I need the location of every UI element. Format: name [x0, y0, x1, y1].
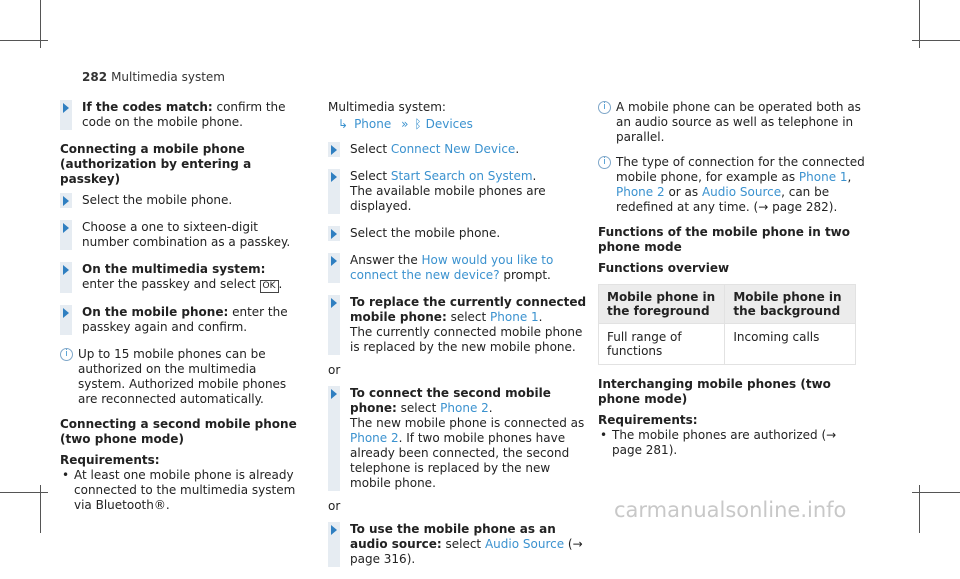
step-arrow-icon [328, 295, 340, 355]
requirements-label: Requirements: [598, 413, 698, 427]
step-arrow-icon [60, 305, 72, 335]
table-cell: Full range of functions [599, 324, 725, 365]
step-arrow-icon [60, 262, 72, 293]
info-note [60, 347, 300, 407]
info-note [598, 100, 868, 145]
info-text: Up to 15 mobile phones can be authorized on the multimedia system. Authorized mobile phones are reconnected automatically. [78, 347, 287, 406]
step-label: If the codes match: [82, 100, 213, 114]
step-arrow-icon [328, 386, 340, 491]
step-label: To replace the currently connected mobile phone: [350, 295, 587, 324]
step-text: Answer the [350, 253, 422, 267]
step-arrow-icon [328, 253, 340, 283]
step [328, 522, 590, 567]
functions-table [598, 284, 856, 365]
step-arrow-icon [328, 169, 340, 214]
column-1 [60, 100, 300, 513]
page-header [82, 70, 225, 84]
step-label: To connect the second mobile phone: [350, 386, 551, 415]
overview-label: Functions overview [598, 261, 730, 275]
page-title: Multimedia system [111, 70, 225, 84]
info-icon: i [598, 156, 611, 169]
crop-mark [912, 40, 960, 41]
step [328, 226, 590, 241]
table-cell: Incoming calls [725, 324, 856, 365]
table-row [599, 324, 856, 365]
requirements-label: Requirements: [60, 453, 160, 467]
path-item: Phone [354, 117, 392, 131]
step [60, 305, 300, 335]
step-text: Select [350, 142, 391, 156]
step-label: On the multimedia system: [82, 262, 266, 276]
info-text: , [847, 170, 852, 184]
menu-link: How would you like to connect the new device? [350, 253, 554, 282]
ok-key-icon: OK [260, 280, 279, 293]
step-text: prompt. [499, 268, 551, 282]
info-note [598, 155, 868, 215]
menu-link: Phone 1 [490, 310, 539, 324]
step-text: The currently connected mobile phone is replaced by the new mobile phone. [350, 325, 583, 354]
step [328, 253, 590, 283]
step-label: To use the mobile phone as an audio source: [350, 522, 556, 551]
step-text: Select [350, 169, 391, 183]
step-arrow-icon [328, 226, 340, 241]
path-arrow-icon: ↳ [338, 117, 349, 131]
step-label: On the mobile phone: [82, 305, 229, 319]
page-number: 282 [82, 70, 108, 84]
step-arrow-icon [60, 193, 72, 208]
bluetooth-icon: ᛒ [414, 117, 422, 131]
crop-mark [912, 492, 960, 493]
menu-link: Phone 2 [616, 185, 665, 199]
menu-link: Phone 1 [798, 170, 848, 184]
or-text: or [328, 363, 341, 377]
requirement-item: • At least one mobile phone is already connected to the multimedia system via Bluetooth®. [60, 468, 300, 513]
menu-link: Phone 2 [440, 401, 489, 415]
info-text: A mobile phone can be operated both as an audio source as well as telephone in parallel. [616, 100, 861, 144]
double-chevron-icon: » [401, 117, 409, 131]
step: On the multimedia system: enter the passkey and select OK . [60, 262, 300, 293]
step-arrow-icon [60, 220, 72, 250]
section-heading: Connecting a second mobile phone (two phone mode) [60, 417, 297, 446]
path-item: Devices [425, 117, 473, 131]
step-arrow-icon [60, 100, 72, 130]
step [60, 193, 300, 208]
step-text: Choose a one to sixteen-digit number combination as a passkey. [82, 220, 291, 249]
info-text: or as [664, 185, 702, 199]
page-reference: (→ page 316). [350, 537, 583, 566]
step-text: select [446, 310, 491, 324]
step-text: enter the passkey again and confirm. [82, 305, 288, 334]
step-text: confirm the code on the mobile phone. [82, 100, 286, 129]
step-text: select [441, 537, 485, 551]
section-heading: Functions of the mobile phone in two phone mode [598, 225, 851, 254]
column-3 [598, 100, 868, 458]
menu-link: Audio Source [484, 537, 565, 551]
table-header-row [599, 285, 856, 324]
step-text: The available mobile phones are displayed. [350, 184, 546, 213]
step-text: Select the mobile phone. [82, 193, 233, 207]
section-heading: Connecting a mobile phone (authorization by entering a passkey) [60, 142, 252, 186]
step-arrow-icon [328, 522, 340, 567]
info-text: The type of connection for the connected mobile phone, for example as [616, 155, 865, 184]
crop-mark [0, 40, 48, 41]
requirement-item: • The mobile phones are authorized (→ page 281). [598, 428, 868, 458]
crop-mark [0, 492, 48, 493]
intro-text: Multimedia system: [328, 100, 446, 114]
step: Select Start Search on System. The available mobile phones are displayed. [328, 169, 590, 214]
info-icon: i [598, 101, 611, 114]
step-arrow-icon [328, 142, 340, 157]
or-text: or [328, 499, 341, 513]
info-text: , can be redefined at any time. (→ page 282). [616, 185, 838, 214]
step-text: select [396, 401, 441, 415]
menu-link: Audio Source [701, 185, 782, 199]
step-text: Select the mobile phone. [350, 226, 501, 240]
step-text: . If two mobile phones have already been connected, the second telephone is replaced by the new mobile phone. [350, 431, 570, 490]
step: To replace the currently connected mobile phone: select Phone 1. The currently connected mobile phone is replaced by the new mobile phone. [328, 295, 590, 355]
step: To connect the second mobile phone: select Phone 2. The new mobile phone is connected as Phone 2. If two mobile phones have already been connected, the second telephone is replaced by the new mobile phone. [328, 386, 590, 491]
info-icon: i [60, 348, 73, 361]
menu-path [328, 117, 590, 132]
step-text: enter the passkey and select [82, 277, 260, 291]
menu-link: Start Search on System [390, 169, 533, 183]
section-heading: Interchanging mobile phones (two phone mode) [598, 377, 831, 406]
watermark: carmanualsonline.info [614, 498, 847, 522]
step-text: The new mobile phone is connected as [350, 416, 585, 430]
menu-link: Phone 2 [350, 431, 399, 445]
table-header: Mobile phone in the background [725, 285, 856, 324]
step [60, 220, 300, 250]
step: Select Connect New Device. [328, 142, 590, 157]
step [60, 100, 300, 130]
table-header: Mobile phone in the foreground [599, 285, 725, 324]
menu-link: Connect New Device [390, 142, 516, 156]
column-2 [328, 100, 590, 579]
